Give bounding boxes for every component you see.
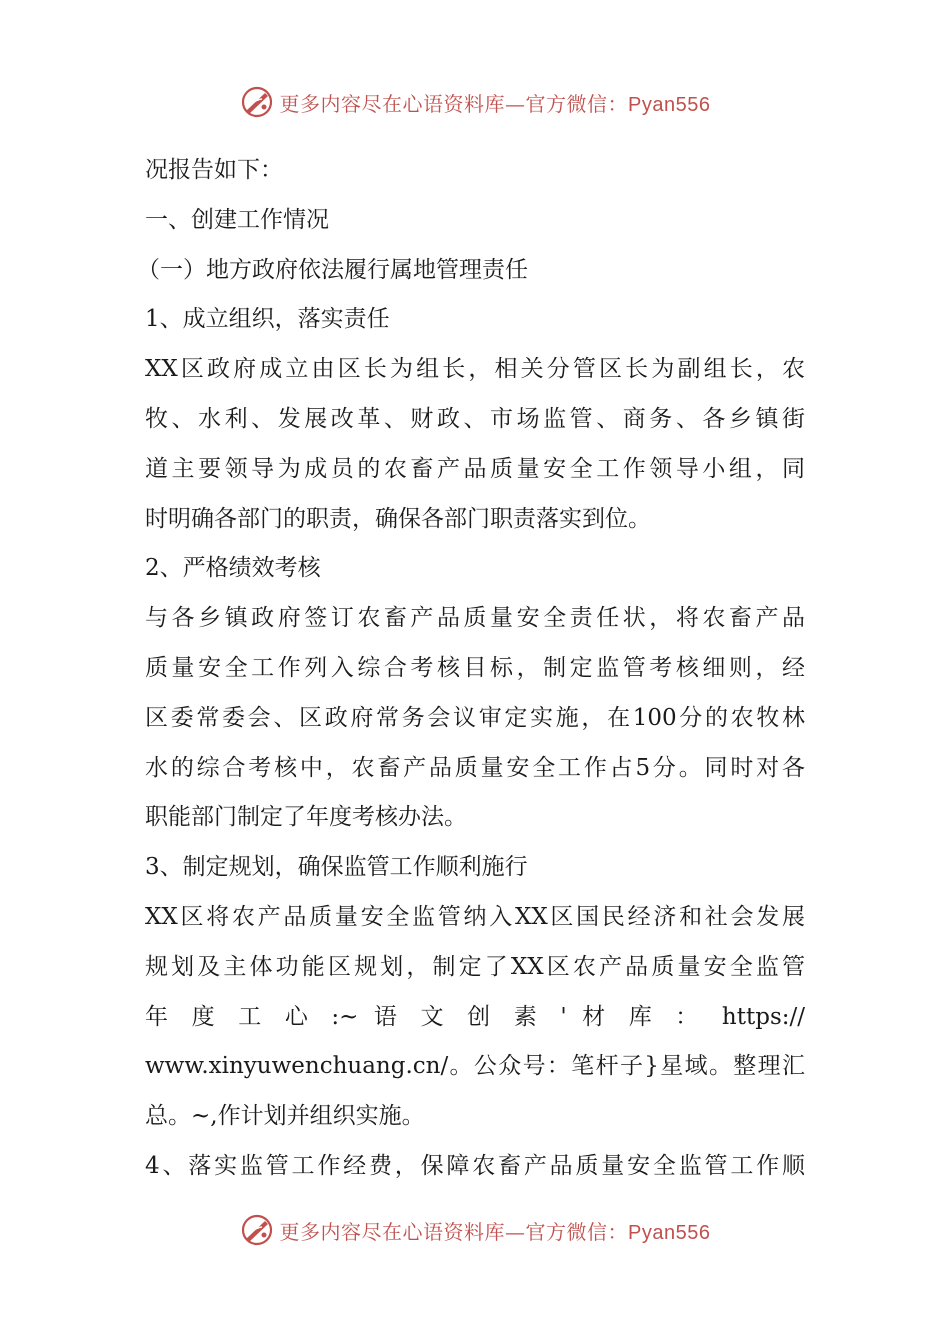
text-line: 况报告如下： <box>145 157 283 183</box>
footer-banner <box>0 1210 950 1250</box>
text-line: 职能部门制定了年度考核办法。 <box>145 804 467 831</box>
text-line: XX区将农产品质量安全监管纳入XX区国民经济和社会发展 <box>145 903 805 930</box>
text-line: XX区政府成立由区长为组长，相关分管区长为副组长，农 <box>145 356 805 383</box>
text-line: 水的综合考核中，农畜产品质量安全工作占5分。同时对各 <box>145 754 805 781</box>
document-body <box>137 146 805 1192</box>
banner-text: 更多内容尽在心语资料库—官方微信：Pyan556 <box>279 91 711 116</box>
text-line: 时明确各部门的职责，确保各部门职责落实到位。 <box>145 505 651 532</box>
text-line: 4、落实监管工作经费，保障农畜产品质量安全监管工作顺 <box>145 1152 805 1179</box>
text-line: 道主要领导为成员的农畜产品质量安全工作领导小组，同 <box>145 455 805 482</box>
text-line: （一）地方政府依法履行属地管理责任 <box>137 256 528 283</box>
text-line: 质量安全工作列入综合考核目标，制定监管考核细则，经 <box>145 654 805 681</box>
banner-text: 更多内容尽在心语资料库—官方微信：Pyan556 <box>279 1219 711 1244</box>
header-banner <box>0 82 950 122</box>
wechat-handle: Pyan556 <box>628 1221 711 1244</box>
text-line: www.xinyuwenchuang.cn/。公众号：笔杆子}星域。整理汇 <box>145 1053 805 1080</box>
text-line: 1、成立组织，落实责任 <box>145 306 390 333</box>
text-line: 2、严格绩效考核 <box>145 555 321 582</box>
text-line: 一、创建工作情况 <box>145 206 329 233</box>
text-line: 牧、水利、发展改革、财政、市场监管、商务、各乡镇街 <box>145 405 805 432</box>
wechat-handle: Pyan556 <box>628 93 711 116</box>
text-line: 3、制定规划，确保监管工作顺利施行 <box>145 854 528 881</box>
pen-logo-icon <box>240 1213 274 1247</box>
text-line: 与各乡镇政府签订农畜产品质量安全责任状，将农畜产品 <box>145 605 805 632</box>
text-line: 年 度 工 心 :~ 语 文 创 素 ' 材 库 ： https:// <box>145 1003 805 1030</box>
pen-logo-icon <box>240 85 274 119</box>
text-line: 区委常委会、区政府常务会议审定实施，在100分的农牧林 <box>145 704 805 731</box>
text-line: 规划及主体功能区规划，制定了XX区农产品质量安全监管 <box>145 953 805 980</box>
text-line: 总。~,作计划并组织实施。 <box>145 1103 425 1130</box>
